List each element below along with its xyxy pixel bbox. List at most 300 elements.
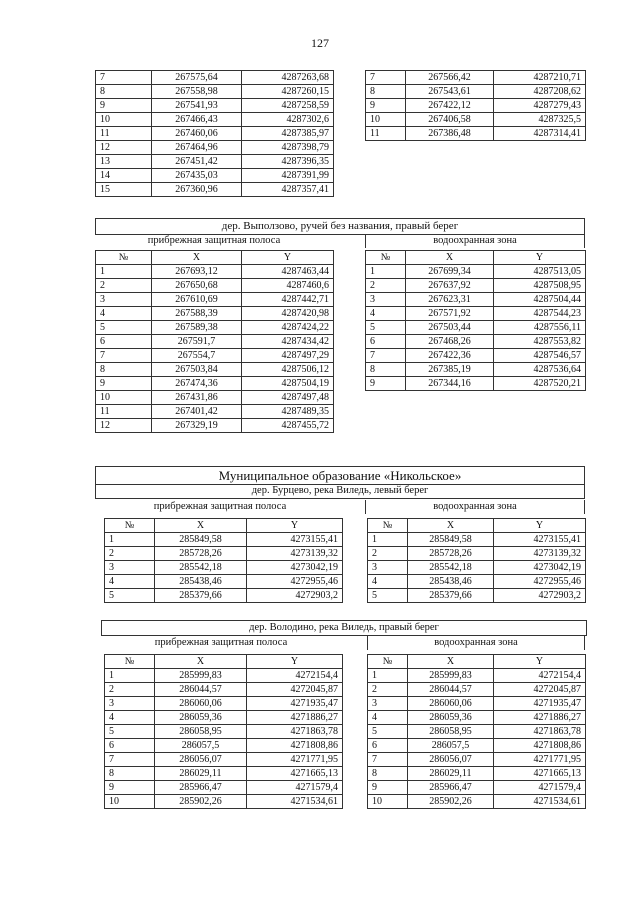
point-number: 2 [105, 547, 155, 561]
point-number: 7 [96, 349, 152, 363]
table-row [368, 589, 586, 603]
table-row [368, 795, 586, 809]
y-coordinate: 4272154,4 [247, 669, 343, 683]
x-coordinate: 267386,48 [406, 127, 494, 141]
table-row [366, 127, 586, 141]
point-number: 1 [105, 669, 155, 683]
point-number: 5 [105, 725, 155, 739]
y-coordinate: 4287544,23 [494, 307, 586, 321]
table-row [105, 697, 343, 711]
table-row [366, 321, 586, 335]
x-coordinate: 267588,39 [152, 307, 242, 321]
point-number: 6 [96, 335, 152, 349]
x-coordinate: 267385,19 [406, 363, 494, 377]
table-row [366, 293, 586, 307]
y-coordinate: 4287463,44 [242, 265, 334, 279]
y-coordinate: 4271863,78 [494, 725, 586, 739]
coastal-strip-table [95, 250, 334, 433]
x-coordinate: 285849,58 [408, 533, 494, 547]
table-row [105, 683, 343, 697]
point-number: 3 [368, 697, 408, 711]
point-number: 10 [105, 795, 155, 809]
table-row [105, 753, 343, 767]
point-number: 6 [368, 739, 408, 753]
column-header: X [408, 519, 494, 533]
point-number: 8 [96, 85, 152, 99]
x-coordinate: 267693,12 [152, 265, 242, 279]
column-header: Y [247, 519, 343, 533]
table-row [96, 363, 334, 377]
y-coordinate: 4271935,47 [247, 697, 343, 711]
x-coordinate: 267464,96 [152, 141, 242, 155]
coordinates-table-continued-left [95, 70, 334, 197]
x-coordinate: 286058,95 [155, 725, 247, 739]
table-row [366, 307, 586, 321]
y-coordinate: 4271579,4 [494, 781, 586, 795]
x-coordinate: 267422,36 [406, 349, 494, 363]
y-coordinate: 4272154,4 [494, 669, 586, 683]
point-number: 8 [96, 363, 152, 377]
point-number: 10 [366, 113, 406, 127]
point-number: 5 [366, 321, 406, 335]
y-coordinate: 4287260,15 [242, 85, 334, 99]
table-row [96, 113, 334, 127]
point-number: 9 [96, 377, 152, 391]
y-coordinate: 4287442,71 [242, 293, 334, 307]
x-coordinate: 285966,47 [155, 781, 247, 795]
x-coordinate: 286056,07 [155, 753, 247, 767]
table-row [105, 547, 343, 561]
y-coordinate: 4273042,19 [494, 561, 586, 575]
table-row [96, 141, 334, 155]
y-coordinate: 4272903,2 [494, 589, 586, 603]
table-row [96, 349, 334, 363]
y-coordinate: 4287536,64 [494, 363, 586, 377]
y-coordinate: 4287279,43 [494, 99, 586, 113]
x-coordinate: 267554,7 [152, 349, 242, 363]
point-number: 9 [366, 99, 406, 113]
column-header: Y [494, 519, 586, 533]
table-row [105, 781, 343, 795]
point-number: 4 [96, 307, 152, 321]
y-coordinate: 4271935,47 [494, 697, 586, 711]
point-number: 12 [96, 419, 152, 433]
water-protection-zone-table [365, 250, 586, 391]
table-row [96, 127, 334, 141]
x-coordinate: 267591,7 [152, 335, 242, 349]
x-coordinate: 285902,26 [408, 795, 494, 809]
table-header-row [105, 519, 343, 533]
x-coordinate: 286057,5 [155, 739, 247, 753]
column-header: X [152, 251, 242, 265]
section-volodino-title: дер. Володино, река Виледь, правый берег [101, 620, 587, 636]
coastal-strip-title: прибрежная защитная полоса [147, 235, 281, 246]
table-header-row [366, 251, 586, 265]
table-row [366, 363, 586, 377]
point-number: 10 [368, 795, 408, 809]
table-row [96, 335, 334, 349]
table-row [105, 589, 343, 603]
y-coordinate: 4287325,5 [494, 113, 586, 127]
point-number: 11 [96, 405, 152, 419]
x-coordinate: 285438,46 [155, 575, 247, 589]
y-coordinate: 4287314,41 [494, 127, 586, 141]
point-number: 5 [368, 589, 408, 603]
coastal-strip-table [104, 654, 343, 809]
y-coordinate: 4287434,42 [242, 335, 334, 349]
table-header-row [368, 655, 586, 669]
point-number: 7 [366, 71, 406, 85]
y-coordinate: 4287385,97 [242, 127, 334, 141]
y-coordinate: 4287497,48 [242, 391, 334, 405]
table-header-row [96, 251, 334, 265]
y-coordinate: 4287497,29 [242, 349, 334, 363]
table-row [96, 279, 334, 293]
table-row [96, 293, 334, 307]
x-coordinate: 267431,86 [152, 391, 242, 405]
x-coordinate: 267406,58 [406, 113, 494, 127]
x-coordinate: 267466,43 [152, 113, 242, 127]
column-header: № [105, 519, 155, 533]
water-protection-zone-title: водоохранная зона [365, 500, 585, 514]
column-header: № [366, 251, 406, 265]
column-header: № [368, 519, 408, 533]
point-number: 3 [368, 561, 408, 575]
table-row [96, 307, 334, 321]
table-row [96, 183, 334, 197]
municipality-heading: Муниципальное образование «Никольское» [95, 466, 585, 485]
point-number: 7 [105, 753, 155, 767]
point-number: 9 [105, 781, 155, 795]
y-coordinate: 4287506,12 [242, 363, 334, 377]
point-number: 10 [96, 391, 152, 405]
y-coordinate: 4273042,19 [247, 561, 343, 575]
table-row [105, 669, 343, 683]
x-coordinate: 267610,69 [152, 293, 242, 307]
table-row [96, 405, 334, 419]
water-protection-zone-title: водоохранная зона [365, 234, 585, 248]
table-row [366, 71, 586, 85]
table-row [96, 71, 334, 85]
y-coordinate: 4287210,71 [494, 71, 586, 85]
table-header-row [368, 519, 586, 533]
x-coordinate: 267503,44 [406, 321, 494, 335]
x-coordinate: 286044,57 [408, 683, 494, 697]
x-coordinate: 267566,42 [406, 71, 494, 85]
point-number: 8 [105, 767, 155, 781]
table-row [96, 321, 334, 335]
x-coordinate: 267468,26 [406, 335, 494, 349]
y-coordinate: 4287424,22 [242, 321, 334, 335]
table-row [366, 113, 586, 127]
table-row [96, 85, 334, 99]
point-number: 2 [96, 279, 152, 293]
column-header: Y [247, 655, 343, 669]
point-number: 15 [96, 183, 152, 197]
table-row [96, 419, 334, 433]
x-coordinate: 285999,83 [408, 669, 494, 683]
table-row [368, 753, 586, 767]
point-number: 11 [366, 127, 406, 141]
y-coordinate: 4287553,82 [494, 335, 586, 349]
point-number: 5 [96, 321, 152, 335]
column-header: Y [494, 251, 586, 265]
y-coordinate: 4287263,68 [242, 71, 334, 85]
x-coordinate: 286060,06 [408, 697, 494, 711]
table-row [105, 725, 343, 739]
point-number: 3 [105, 697, 155, 711]
y-coordinate: 4287504,19 [242, 377, 334, 391]
table-row [105, 739, 343, 753]
y-coordinate: 4287513,05 [494, 265, 586, 279]
table-row [366, 99, 586, 113]
table-row [96, 265, 334, 279]
point-number: 2 [366, 279, 406, 293]
column-header: X [155, 655, 247, 669]
point-number: 5 [105, 589, 155, 603]
x-coordinate: 267637,92 [406, 279, 494, 293]
x-coordinate: 267460,06 [152, 127, 242, 141]
point-number: 3 [366, 293, 406, 307]
x-coordinate: 267699,34 [406, 265, 494, 279]
point-number: 3 [105, 561, 155, 575]
page-number: 127 [311, 36, 329, 50]
x-coordinate: 267541,93 [152, 99, 242, 113]
x-coordinate: 285438,46 [408, 575, 494, 589]
point-number: 8 [366, 363, 406, 377]
y-coordinate: 4287396,35 [242, 155, 334, 169]
table-header-row [105, 655, 343, 669]
x-coordinate: 286058,95 [408, 725, 494, 739]
y-coordinate: 4271771,95 [494, 753, 586, 767]
point-number: 6 [105, 739, 155, 753]
x-coordinate: 285728,26 [155, 547, 247, 561]
x-coordinate: 267474,36 [152, 377, 242, 391]
x-coordinate: 267329,19 [152, 419, 242, 433]
y-coordinate: 4287556,11 [494, 321, 586, 335]
table-row [368, 725, 586, 739]
column-header: № [96, 251, 152, 265]
y-coordinate: 4272903,2 [247, 589, 343, 603]
y-coordinate: 4287357,41 [242, 183, 334, 197]
table-row [368, 781, 586, 795]
y-coordinate: 4272955,46 [494, 575, 586, 589]
x-coordinate: 285728,26 [408, 547, 494, 561]
x-coordinate: 267575,64 [152, 71, 242, 85]
point-number: 13 [96, 155, 152, 169]
x-coordinate: 267435,03 [152, 169, 242, 183]
y-coordinate: 4272955,46 [247, 575, 343, 589]
point-number: 9 [366, 377, 406, 391]
point-number: 4 [368, 711, 408, 725]
x-coordinate: 286057,5 [408, 739, 494, 753]
point-number: 9 [368, 781, 408, 795]
table-row [368, 683, 586, 697]
x-coordinate: 286059,36 [155, 711, 247, 725]
y-coordinate: 4287302,6 [242, 113, 334, 127]
y-coordinate: 4271886,27 [494, 711, 586, 725]
table-row [96, 377, 334, 391]
table-row [368, 561, 586, 575]
y-coordinate: 4287391,99 [242, 169, 334, 183]
water-protection-zone-title: водоохранная зона [367, 636, 585, 650]
y-coordinate: 4272045,87 [247, 683, 343, 697]
x-coordinate: 267503,84 [152, 363, 242, 377]
x-coordinate: 286029,11 [155, 767, 247, 781]
point-number: 8 [368, 767, 408, 781]
point-number: 12 [96, 141, 152, 155]
y-coordinate: 4271886,27 [247, 711, 343, 725]
table-row [368, 669, 586, 683]
x-coordinate: 267589,38 [152, 321, 242, 335]
point-number: 1 [368, 669, 408, 683]
coordinates-table-continued-right [365, 70, 586, 141]
y-coordinate: 4273155,41 [247, 533, 343, 547]
table-row [366, 335, 586, 349]
table-row [96, 155, 334, 169]
point-number: 1 [366, 265, 406, 279]
table-row [368, 711, 586, 725]
point-number: 8 [366, 85, 406, 99]
point-number: 2 [368, 683, 408, 697]
table-row [96, 99, 334, 113]
table-row [96, 391, 334, 405]
point-number: 7 [96, 71, 152, 85]
point-number: 14 [96, 169, 152, 183]
column-header: X [408, 655, 494, 669]
x-coordinate: 267451,42 [152, 155, 242, 169]
x-coordinate: 285542,18 [408, 561, 494, 575]
x-coordinate: 285849,58 [155, 533, 247, 547]
point-number: 4 [105, 575, 155, 589]
y-coordinate: 4271808,86 [247, 739, 343, 753]
x-coordinate: 285999,83 [155, 669, 247, 683]
x-coordinate: 267650,68 [152, 279, 242, 293]
y-coordinate: 4287208,62 [494, 85, 586, 99]
y-coordinate: 4272045,87 [494, 683, 586, 697]
point-number: 1 [96, 265, 152, 279]
y-coordinate: 4287489,35 [242, 405, 334, 419]
point-number: 1 [105, 533, 155, 547]
point-number: 4 [366, 307, 406, 321]
x-coordinate: 285379,66 [408, 589, 494, 603]
x-coordinate: 285902,26 [155, 795, 247, 809]
y-coordinate: 4271665,13 [247, 767, 343, 781]
y-coordinate: 4287398,79 [242, 141, 334, 155]
table-row [105, 795, 343, 809]
table-row [105, 711, 343, 725]
table-row [366, 265, 586, 279]
point-number: 2 [105, 683, 155, 697]
y-coordinate: 4271863,78 [247, 725, 343, 739]
point-number: 4 [368, 575, 408, 589]
column-header: № [105, 655, 155, 669]
x-coordinate: 267344,16 [406, 377, 494, 391]
section-title: дер. Выползово, ручей без названия, правый берег [95, 218, 585, 235]
point-number: 7 [368, 753, 408, 767]
y-coordinate: 4271771,95 [247, 753, 343, 767]
y-coordinate: 4273139,32 [247, 547, 343, 561]
table-row [105, 561, 343, 575]
y-coordinate: 4287504,44 [494, 293, 586, 307]
x-coordinate: 286044,57 [155, 683, 247, 697]
point-number: 3 [96, 293, 152, 307]
column-header: № [368, 655, 408, 669]
table-row [366, 279, 586, 293]
point-number: 6 [366, 335, 406, 349]
point-number: 5 [368, 725, 408, 739]
y-coordinate: 4287520,21 [494, 377, 586, 391]
x-coordinate: 285379,66 [155, 589, 247, 603]
x-coordinate: 267558,98 [152, 85, 242, 99]
x-coordinate: 285966,47 [408, 781, 494, 795]
column-header: X [406, 251, 494, 265]
table-row [368, 697, 586, 711]
y-coordinate: 4273139,32 [494, 547, 586, 561]
table-row [366, 85, 586, 99]
point-number: 9 [96, 99, 152, 113]
point-number: 1 [368, 533, 408, 547]
y-coordinate: 4287460,6 [242, 279, 334, 293]
column-header: X [155, 519, 247, 533]
point-number: 10 [96, 113, 152, 127]
x-coordinate: 286056,07 [408, 753, 494, 767]
y-coordinate: 4287258,59 [242, 99, 334, 113]
table-row [368, 767, 586, 781]
y-coordinate: 4287420,98 [242, 307, 334, 321]
section-burtsevo-title: дер. Бурцево, река Виледь, левый берег [95, 484, 585, 499]
table-row [105, 533, 343, 547]
coastal-strip-title: прибрежная защитная полоса [154, 637, 288, 648]
y-coordinate: 4287508,95 [494, 279, 586, 293]
table-row [368, 547, 586, 561]
table-row [366, 349, 586, 363]
water-protection-zone-table [367, 654, 586, 809]
x-coordinate: 286060,06 [155, 697, 247, 711]
y-coordinate: 4273155,41 [494, 533, 586, 547]
x-coordinate: 267401,42 [152, 405, 242, 419]
x-coordinate: 267360,96 [152, 183, 242, 197]
table-row [105, 767, 343, 781]
table-row [368, 533, 586, 547]
point-number: 11 [96, 127, 152, 141]
coastal-strip-title: прибрежная защитная полоса [153, 501, 287, 512]
point-number: 7 [366, 349, 406, 363]
coastal-strip-table [104, 518, 343, 603]
x-coordinate: 286059,36 [408, 711, 494, 725]
table-row [368, 739, 586, 753]
x-coordinate: 267571,92 [406, 307, 494, 321]
y-coordinate: 4271808,86 [494, 739, 586, 753]
y-coordinate: 4287546,57 [494, 349, 586, 363]
y-coordinate: 4271665,13 [494, 767, 586, 781]
x-coordinate: 267543,61 [406, 85, 494, 99]
table-row [366, 377, 586, 391]
point-number: 2 [368, 547, 408, 561]
table-row [368, 575, 586, 589]
x-coordinate: 286029,11 [408, 767, 494, 781]
section-vypolzovo [95, 218, 585, 235]
table-row [96, 169, 334, 183]
column-header: Y [494, 655, 586, 669]
y-coordinate: 4271534,61 [494, 795, 586, 809]
y-coordinate: 4271579,4 [247, 781, 343, 795]
table-row [105, 575, 343, 589]
point-number: 4 [105, 711, 155, 725]
y-coordinate: 4271534,61 [247, 795, 343, 809]
water-protection-zone-table [367, 518, 586, 603]
x-coordinate: 267623,31 [406, 293, 494, 307]
